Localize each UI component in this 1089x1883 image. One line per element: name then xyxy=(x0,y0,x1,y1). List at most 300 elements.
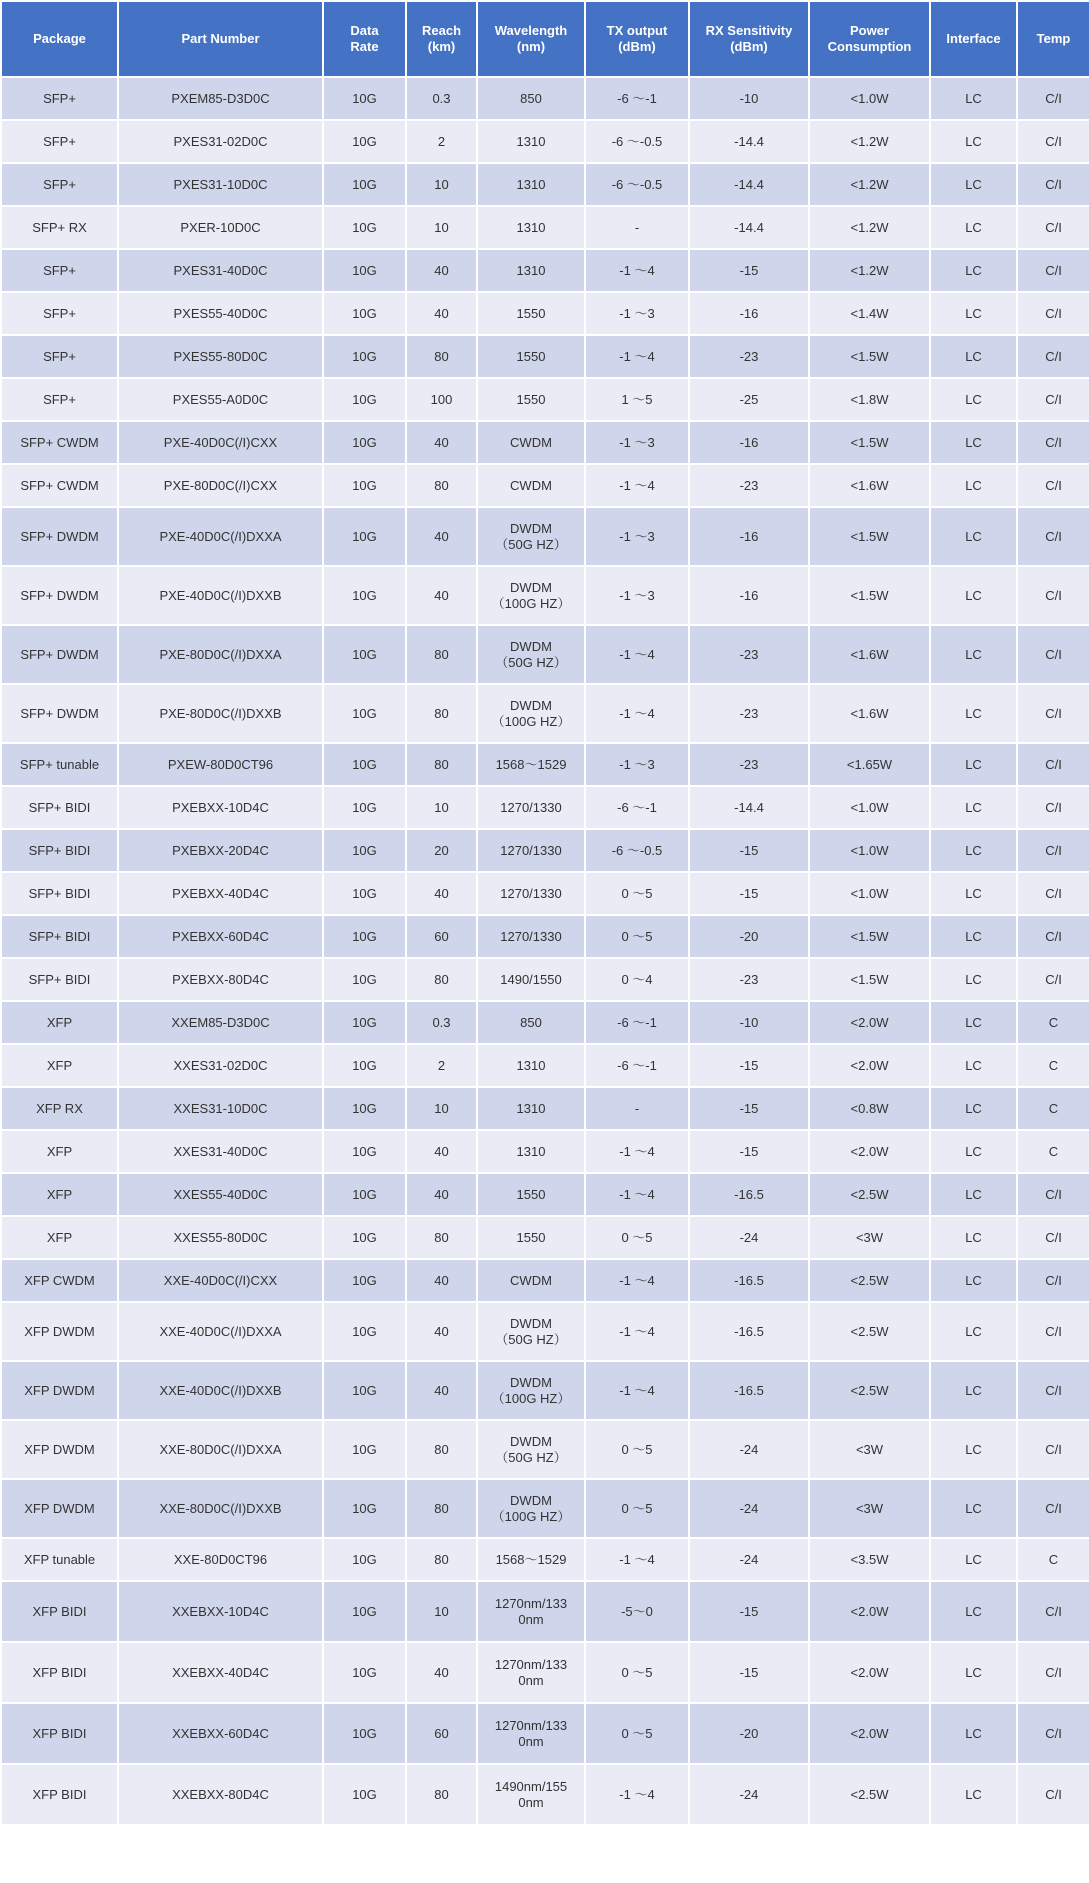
package-cell: SFP+ RX xyxy=(1,206,118,249)
reach-cell: 40 xyxy=(406,1130,477,1173)
reach-cell: 80 xyxy=(406,1479,477,1538)
tx-output-cell: -6 ～-1 xyxy=(585,1001,689,1044)
power-consumption-cell: <2.0W xyxy=(809,1044,930,1087)
power-consumption-cell: <2.5W xyxy=(809,1302,930,1361)
power-consumption-cell: <2.0W xyxy=(809,1130,930,1173)
power-consumption-cell: <1.0W xyxy=(809,77,930,120)
tx-output-cell: -1 ～4 xyxy=(585,1173,689,1216)
table-row xyxy=(1,77,1089,120)
reach-cell: 80 xyxy=(406,1216,477,1259)
table-row xyxy=(1,1130,1089,1173)
package-cell: SFP+ xyxy=(1,378,118,421)
part-number-cell: XXE-40D0C(/I)CXX xyxy=(118,1259,323,1302)
data-rate-cell: 10G xyxy=(323,1642,406,1703)
power-consumption-cell: <1.5W xyxy=(809,421,930,464)
power-consumption-cell: <3W xyxy=(809,1420,930,1479)
table-row xyxy=(1,1420,1089,1479)
table-row xyxy=(1,1044,1089,1087)
wavelength-cell: DWDM （50G HZ） xyxy=(477,1420,585,1479)
table-row xyxy=(1,1538,1089,1581)
wavelength-cell: 1550 xyxy=(477,335,585,378)
data-rate-cell: 10G xyxy=(323,1764,406,1825)
power-consumption-cell: <1.5W xyxy=(809,958,930,1001)
rx-sensitivity-cell: -15 xyxy=(689,1581,809,1642)
rx-sensitivity-cell: -16 xyxy=(689,566,809,625)
wavelength-cell: 1490nm/155 0nm xyxy=(477,1764,585,1825)
package-cell: XFP xyxy=(1,1216,118,1259)
data-rate-cell: 10G xyxy=(323,872,406,915)
reach-cell: 100 xyxy=(406,378,477,421)
data-rate-cell: 10G xyxy=(323,249,406,292)
table-row xyxy=(1,206,1089,249)
table-body xyxy=(1,77,1089,1825)
table-row xyxy=(1,120,1089,163)
temp-cell: C xyxy=(1017,1538,1089,1581)
package-cell: SFP+ BIDI xyxy=(1,958,118,1001)
wavelength-cell: DWDM （100G HZ） xyxy=(477,566,585,625)
data-rate-cell: 10G xyxy=(323,1173,406,1216)
package-cell: XFP BIDI xyxy=(1,1581,118,1642)
wavelength-cell: 1550 xyxy=(477,1173,585,1216)
rx-sensitivity-cell: -16.5 xyxy=(689,1361,809,1420)
part-number-cell: PXES55-A0D0C xyxy=(118,378,323,421)
package-cell: SFP+ xyxy=(1,249,118,292)
power-consumption-cell: <1.4W xyxy=(809,292,930,335)
reach-cell: 80 xyxy=(406,684,477,743)
reach-cell: 40 xyxy=(406,1642,477,1703)
temp-cell: C/I xyxy=(1017,464,1089,507)
package-cell: XFP DWDM xyxy=(1,1361,118,1420)
table-row xyxy=(1,1764,1089,1825)
table-row xyxy=(1,507,1089,566)
package-cell: SFP+ xyxy=(1,77,118,120)
package-cell: SFP+ BIDI xyxy=(1,829,118,872)
part-number-cell: PXEBXX-80D4C xyxy=(118,958,323,1001)
wavelength-cell: 1270/1330 xyxy=(477,915,585,958)
temp-cell: C/I xyxy=(1017,1173,1089,1216)
interface-cell: LC xyxy=(930,1259,1017,1302)
package-cell: SFP+ BIDI xyxy=(1,786,118,829)
wavelength-cell: CWDM xyxy=(477,1259,585,1302)
part-number-cell: PXEM85-D3D0C xyxy=(118,77,323,120)
temp-cell: C/I xyxy=(1017,872,1089,915)
wavelength-cell: DWDM （50G HZ） xyxy=(477,625,585,684)
rx-sensitivity-cell: -16 xyxy=(689,292,809,335)
wavelength-cell: 1310 xyxy=(477,120,585,163)
rx-sensitivity-cell: -23 xyxy=(689,464,809,507)
table-row xyxy=(1,1581,1089,1642)
power-consumption-cell: <3W xyxy=(809,1479,930,1538)
reach-cell: 40 xyxy=(406,292,477,335)
interface-cell: LC xyxy=(930,1361,1017,1420)
table-row xyxy=(1,464,1089,507)
temp-cell: C/I xyxy=(1017,206,1089,249)
reach-cell: 60 xyxy=(406,1703,477,1764)
wavelength-cell: 1310 xyxy=(477,249,585,292)
package-cell: XFP xyxy=(1,1044,118,1087)
tx-output-cell: -1 ～4 xyxy=(585,1130,689,1173)
tx-output-cell: 0 ～5 xyxy=(585,1216,689,1259)
rx-sensitivity-cell: -14.4 xyxy=(689,120,809,163)
reach-cell: 0.3 xyxy=(406,77,477,120)
tx-output-cell: -6 ～-0.5 xyxy=(585,120,689,163)
power-consumption-cell: <1.6W xyxy=(809,464,930,507)
temp-cell: C/I xyxy=(1017,915,1089,958)
temp-cell: C/I xyxy=(1017,507,1089,566)
temp-cell: C/I xyxy=(1017,163,1089,206)
package-cell: SFP+ tunable xyxy=(1,743,118,786)
reach-cell: 60 xyxy=(406,915,477,958)
interface-cell: LC xyxy=(930,786,1017,829)
power-consumption-cell: <2.5W xyxy=(809,1259,930,1302)
part-number-cell: XXE-40D0C(/I)DXXA xyxy=(118,1302,323,1361)
rx-sensitivity-cell: -23 xyxy=(689,684,809,743)
interface-cell: LC xyxy=(930,566,1017,625)
wavelength-cell: 850 xyxy=(477,1001,585,1044)
table-row xyxy=(1,1087,1089,1130)
part-number-cell: XXE-40D0C(/I)DXXB xyxy=(118,1361,323,1420)
rx-sensitivity-cell: -24 xyxy=(689,1538,809,1581)
package-cell: XFP BIDI xyxy=(1,1642,118,1703)
data-rate-cell: 10G xyxy=(323,1420,406,1479)
part-number-cell: XXE-80D0C(/I)DXXB xyxy=(118,1479,323,1538)
tx-output-cell: 0 ～5 xyxy=(585,1703,689,1764)
header-data-rate: Data Rate xyxy=(323,1,406,77)
reach-cell: 40 xyxy=(406,872,477,915)
table-row xyxy=(1,1216,1089,1259)
interface-cell: LC xyxy=(930,915,1017,958)
rx-sensitivity-cell: -15 xyxy=(689,1642,809,1703)
tx-output-cell: -1 ～4 xyxy=(585,684,689,743)
wavelength-cell: 1310 xyxy=(477,206,585,249)
reach-cell: 80 xyxy=(406,625,477,684)
rx-sensitivity-cell: -20 xyxy=(689,1703,809,1764)
tx-output-cell: - xyxy=(585,206,689,249)
temp-cell: C/I xyxy=(1017,625,1089,684)
part-number-cell: PXEBXX-10D4C xyxy=(118,786,323,829)
table-row xyxy=(1,872,1089,915)
tx-output-cell: -1 ～4 xyxy=(585,1259,689,1302)
interface-cell: LC xyxy=(930,684,1017,743)
rx-sensitivity-cell: -10 xyxy=(689,1001,809,1044)
header-wavelength: Wavelength (nm) xyxy=(477,1,585,77)
data-rate-cell: 10G xyxy=(323,1216,406,1259)
package-cell: XFP CWDM xyxy=(1,1259,118,1302)
part-number-cell: PXEBXX-20D4C xyxy=(118,829,323,872)
package-cell: SFP+ xyxy=(1,335,118,378)
package-cell: XFP xyxy=(1,1001,118,1044)
wavelength-cell: 1550 xyxy=(477,292,585,335)
power-consumption-cell: <1.5W xyxy=(809,566,930,625)
rx-sensitivity-cell: -16 xyxy=(689,421,809,464)
rx-sensitivity-cell: -14.4 xyxy=(689,163,809,206)
interface-cell: LC xyxy=(930,206,1017,249)
tx-output-cell: -6 ～-0.5 xyxy=(585,163,689,206)
interface-cell: LC xyxy=(930,958,1017,1001)
data-rate-cell: 10G xyxy=(323,464,406,507)
tx-output-cell: - xyxy=(585,1087,689,1130)
temp-cell: C/I xyxy=(1017,684,1089,743)
temp-cell: C/I xyxy=(1017,1703,1089,1764)
reach-cell: 80 xyxy=(406,743,477,786)
data-rate-cell: 10G xyxy=(323,1538,406,1581)
part-number-cell: PXE-80D0C(/I)CXX xyxy=(118,464,323,507)
wavelength-cell: 1270/1330 xyxy=(477,872,585,915)
header-reach: Reach (km) xyxy=(406,1,477,77)
data-rate-cell: 10G xyxy=(323,1001,406,1044)
data-rate-cell: 10G xyxy=(323,566,406,625)
interface-cell: LC xyxy=(930,378,1017,421)
data-rate-cell: 10G xyxy=(323,829,406,872)
table-row xyxy=(1,1361,1089,1420)
power-consumption-cell: <1.2W xyxy=(809,206,930,249)
data-rate-cell: 10G xyxy=(323,1361,406,1420)
part-number-cell: PXES31-02D0C xyxy=(118,120,323,163)
reach-cell: 20 xyxy=(406,829,477,872)
temp-cell: C/I xyxy=(1017,958,1089,1001)
temp-cell: C/I xyxy=(1017,743,1089,786)
reach-cell: 80 xyxy=(406,1764,477,1825)
wavelength-cell: 1270nm/133 0nm xyxy=(477,1703,585,1764)
wavelength-cell: 1490/1550 xyxy=(477,958,585,1001)
reach-cell: 40 xyxy=(406,566,477,625)
wavelength-cell: DWDM （50G HZ） xyxy=(477,507,585,566)
header-package: Package xyxy=(1,1,118,77)
package-cell: SFP+ xyxy=(1,120,118,163)
temp-cell: C/I xyxy=(1017,1302,1089,1361)
table-row xyxy=(1,292,1089,335)
rx-sensitivity-cell: -25 xyxy=(689,378,809,421)
reach-cell: 40 xyxy=(406,1259,477,1302)
wavelength-cell: CWDM xyxy=(477,421,585,464)
wavelength-cell: DWDM （100G HZ） xyxy=(477,1361,585,1420)
power-consumption-cell: <1.0W xyxy=(809,786,930,829)
interface-cell: LC xyxy=(930,1581,1017,1642)
interface-cell: LC xyxy=(930,421,1017,464)
temp-cell: C xyxy=(1017,1130,1089,1173)
data-rate-cell: 10G xyxy=(323,378,406,421)
temp-cell: C/I xyxy=(1017,1420,1089,1479)
reach-cell: 80 xyxy=(406,958,477,1001)
part-number-cell: XXES31-02D0C xyxy=(118,1044,323,1087)
temp-cell: C xyxy=(1017,1001,1089,1044)
data-rate-cell: 10G xyxy=(323,120,406,163)
wavelength-cell: DWDM （100G HZ） xyxy=(477,1479,585,1538)
header-power-consumption: Power Consumption xyxy=(809,1,930,77)
rx-sensitivity-cell: -23 xyxy=(689,335,809,378)
part-number-cell: XXE-80D0CT96 xyxy=(118,1538,323,1581)
interface-cell: LC xyxy=(930,1044,1017,1087)
power-consumption-cell: <2.0W xyxy=(809,1642,930,1703)
part-number-cell: XXES55-80D0C xyxy=(118,1216,323,1259)
interface-cell: LC xyxy=(930,743,1017,786)
tx-output-cell: 1 ～5 xyxy=(585,378,689,421)
interface-cell: LC xyxy=(930,1130,1017,1173)
tx-output-cell: -6 ～-0.5 xyxy=(585,829,689,872)
rx-sensitivity-cell: -10 xyxy=(689,77,809,120)
reach-cell: 80 xyxy=(406,335,477,378)
table-row xyxy=(1,1302,1089,1361)
part-number-cell: PXE-80D0C(/I)DXXB xyxy=(118,684,323,743)
package-cell: SFP+ xyxy=(1,292,118,335)
table-row xyxy=(1,1479,1089,1538)
data-rate-cell: 10G xyxy=(323,1703,406,1764)
data-rate-cell: 10G xyxy=(323,163,406,206)
wavelength-cell: 1270nm/133 0nm xyxy=(477,1581,585,1642)
data-rate-cell: 10G xyxy=(323,77,406,120)
power-consumption-cell: <1.6W xyxy=(809,684,930,743)
part-number-cell: PXE-40D0C(/I)DXXB xyxy=(118,566,323,625)
tx-output-cell: -5～0 xyxy=(585,1581,689,1642)
power-consumption-cell: <2.5W xyxy=(809,1764,930,1825)
part-number-cell: PXES55-80D0C xyxy=(118,335,323,378)
power-consumption-cell: <2.0W xyxy=(809,1703,930,1764)
power-consumption-cell: <1.0W xyxy=(809,872,930,915)
table-row xyxy=(1,1703,1089,1764)
data-rate-cell: 10G xyxy=(323,915,406,958)
tx-output-cell: -1 ～4 xyxy=(585,1764,689,1825)
tx-output-cell: -1 ～4 xyxy=(585,1361,689,1420)
rx-sensitivity-cell: -14.4 xyxy=(689,786,809,829)
data-rate-cell: 10G xyxy=(323,958,406,1001)
rx-sensitivity-cell: -20 xyxy=(689,915,809,958)
temp-cell: C/I xyxy=(1017,421,1089,464)
tx-output-cell: -1 ～4 xyxy=(585,464,689,507)
reach-cell: 10 xyxy=(406,163,477,206)
rx-sensitivity-cell: -23 xyxy=(689,625,809,684)
rx-sensitivity-cell: -24 xyxy=(689,1216,809,1259)
interface-cell: LC xyxy=(930,1001,1017,1044)
package-cell: SFP+ DWDM xyxy=(1,566,118,625)
temp-cell: C/I xyxy=(1017,120,1089,163)
header-part-number: Part Number xyxy=(118,1,323,77)
reach-cell: 10 xyxy=(406,786,477,829)
table-row xyxy=(1,1001,1089,1044)
part-number-cell: PXE-80D0C(/I)DXXA xyxy=(118,625,323,684)
interface-cell: LC xyxy=(930,1764,1017,1825)
data-rate-cell: 10G xyxy=(323,1044,406,1087)
table-row xyxy=(1,786,1089,829)
data-rate-cell: 10G xyxy=(323,507,406,566)
reach-cell: 40 xyxy=(406,1302,477,1361)
power-consumption-cell: <3W xyxy=(809,1216,930,1259)
part-number-cell: XXEBXX-60D4C xyxy=(118,1703,323,1764)
temp-cell: C xyxy=(1017,1044,1089,1087)
wavelength-cell: 1310 xyxy=(477,1087,585,1130)
tx-output-cell: -1 ～3 xyxy=(585,566,689,625)
data-rate-cell: 10G xyxy=(323,1479,406,1538)
power-consumption-cell: <0.8W xyxy=(809,1087,930,1130)
part-number-cell: XXES31-40D0C xyxy=(118,1130,323,1173)
header-temp: Temp xyxy=(1017,1,1089,77)
data-rate-cell: 10G xyxy=(323,684,406,743)
reach-cell: 10 xyxy=(406,1581,477,1642)
interface-cell: LC xyxy=(930,163,1017,206)
interface-cell: LC xyxy=(930,249,1017,292)
part-number-cell: PXEBXX-60D4C xyxy=(118,915,323,958)
temp-cell: C/I xyxy=(1017,1216,1089,1259)
part-number-cell: XXEBXX-40D4C xyxy=(118,1642,323,1703)
package-cell: XFP RX xyxy=(1,1087,118,1130)
rx-sensitivity-cell: -24 xyxy=(689,1420,809,1479)
part-number-cell: PXES31-10D0C xyxy=(118,163,323,206)
header-interface: Interface xyxy=(930,1,1017,77)
reach-cell: 2 xyxy=(406,1044,477,1087)
table-row xyxy=(1,566,1089,625)
temp-cell: C/I xyxy=(1017,829,1089,872)
package-cell: XFP tunable xyxy=(1,1538,118,1581)
rx-sensitivity-cell: -15 xyxy=(689,1130,809,1173)
part-number-cell: XXEBXX-80D4C xyxy=(118,1764,323,1825)
tx-output-cell: -1 ～4 xyxy=(585,1538,689,1581)
tx-output-cell: -1 ～4 xyxy=(585,335,689,378)
tx-output-cell: -1 ～4 xyxy=(585,249,689,292)
temp-cell: C/I xyxy=(1017,1581,1089,1642)
temp-cell: C/I xyxy=(1017,378,1089,421)
data-rate-cell: 10G xyxy=(323,335,406,378)
power-consumption-cell: <1.8W xyxy=(809,378,930,421)
power-consumption-cell: <1.0W xyxy=(809,829,930,872)
wavelength-cell: 1270/1330 xyxy=(477,786,585,829)
table-row xyxy=(1,1259,1089,1302)
part-number-cell: PXER-10D0C xyxy=(118,206,323,249)
power-consumption-cell: <1.6W xyxy=(809,625,930,684)
wavelength-cell: CWDM xyxy=(477,464,585,507)
data-rate-cell: 10G xyxy=(323,1130,406,1173)
tx-output-cell: 0 ～5 xyxy=(585,872,689,915)
power-consumption-cell: <1.5W xyxy=(809,915,930,958)
rx-sensitivity-cell: -15 xyxy=(689,249,809,292)
interface-cell: LC xyxy=(930,1087,1017,1130)
header-rx-sensitivity: RX Sensitivity (dBm) xyxy=(689,1,809,77)
data-rate-cell: 10G xyxy=(323,1302,406,1361)
part-number-cell: PXES55-40D0C xyxy=(118,292,323,335)
table-row xyxy=(1,421,1089,464)
tx-output-cell: -6 ～-1 xyxy=(585,786,689,829)
part-number-cell: XXES55-40D0C xyxy=(118,1173,323,1216)
wavelength-cell: 1310 xyxy=(477,1130,585,1173)
tx-output-cell: -6 ～-1 xyxy=(585,77,689,120)
tx-output-cell: -1 ～3 xyxy=(585,421,689,464)
wavelength-cell: 1270nm/133 0nm xyxy=(477,1642,585,1703)
package-cell: SFP+ DWDM xyxy=(1,684,118,743)
tx-output-cell: -1 ～3 xyxy=(585,507,689,566)
rx-sensitivity-cell: -15 xyxy=(689,829,809,872)
wavelength-cell: 1310 xyxy=(477,1044,585,1087)
tx-output-cell: -1 ～3 xyxy=(585,743,689,786)
temp-cell: C/I xyxy=(1017,292,1089,335)
interface-cell: LC xyxy=(930,335,1017,378)
interface-cell: LC xyxy=(930,77,1017,120)
package-cell: SFP+ CWDM xyxy=(1,421,118,464)
temp-cell: C xyxy=(1017,1087,1089,1130)
interface-cell: LC xyxy=(930,1479,1017,1538)
data-rate-cell: 10G xyxy=(323,625,406,684)
reach-cell: 40 xyxy=(406,507,477,566)
temp-cell: C/I xyxy=(1017,1764,1089,1825)
wavelength-cell: 1568～1529 xyxy=(477,743,585,786)
power-consumption-cell: <1.5W xyxy=(809,507,930,566)
package-cell: XFP DWDM xyxy=(1,1420,118,1479)
data-rate-cell: 10G xyxy=(323,1259,406,1302)
reach-cell: 80 xyxy=(406,1420,477,1479)
tx-output-cell: 0 ～4 xyxy=(585,958,689,1001)
rx-sensitivity-cell: -16.5 xyxy=(689,1259,809,1302)
power-consumption-cell: <2.5W xyxy=(809,1173,930,1216)
interface-cell: LC xyxy=(930,464,1017,507)
part-number-cell: PXEBXX-40D4C xyxy=(118,872,323,915)
header-tx-output: TX output (dBm) xyxy=(585,1,689,77)
